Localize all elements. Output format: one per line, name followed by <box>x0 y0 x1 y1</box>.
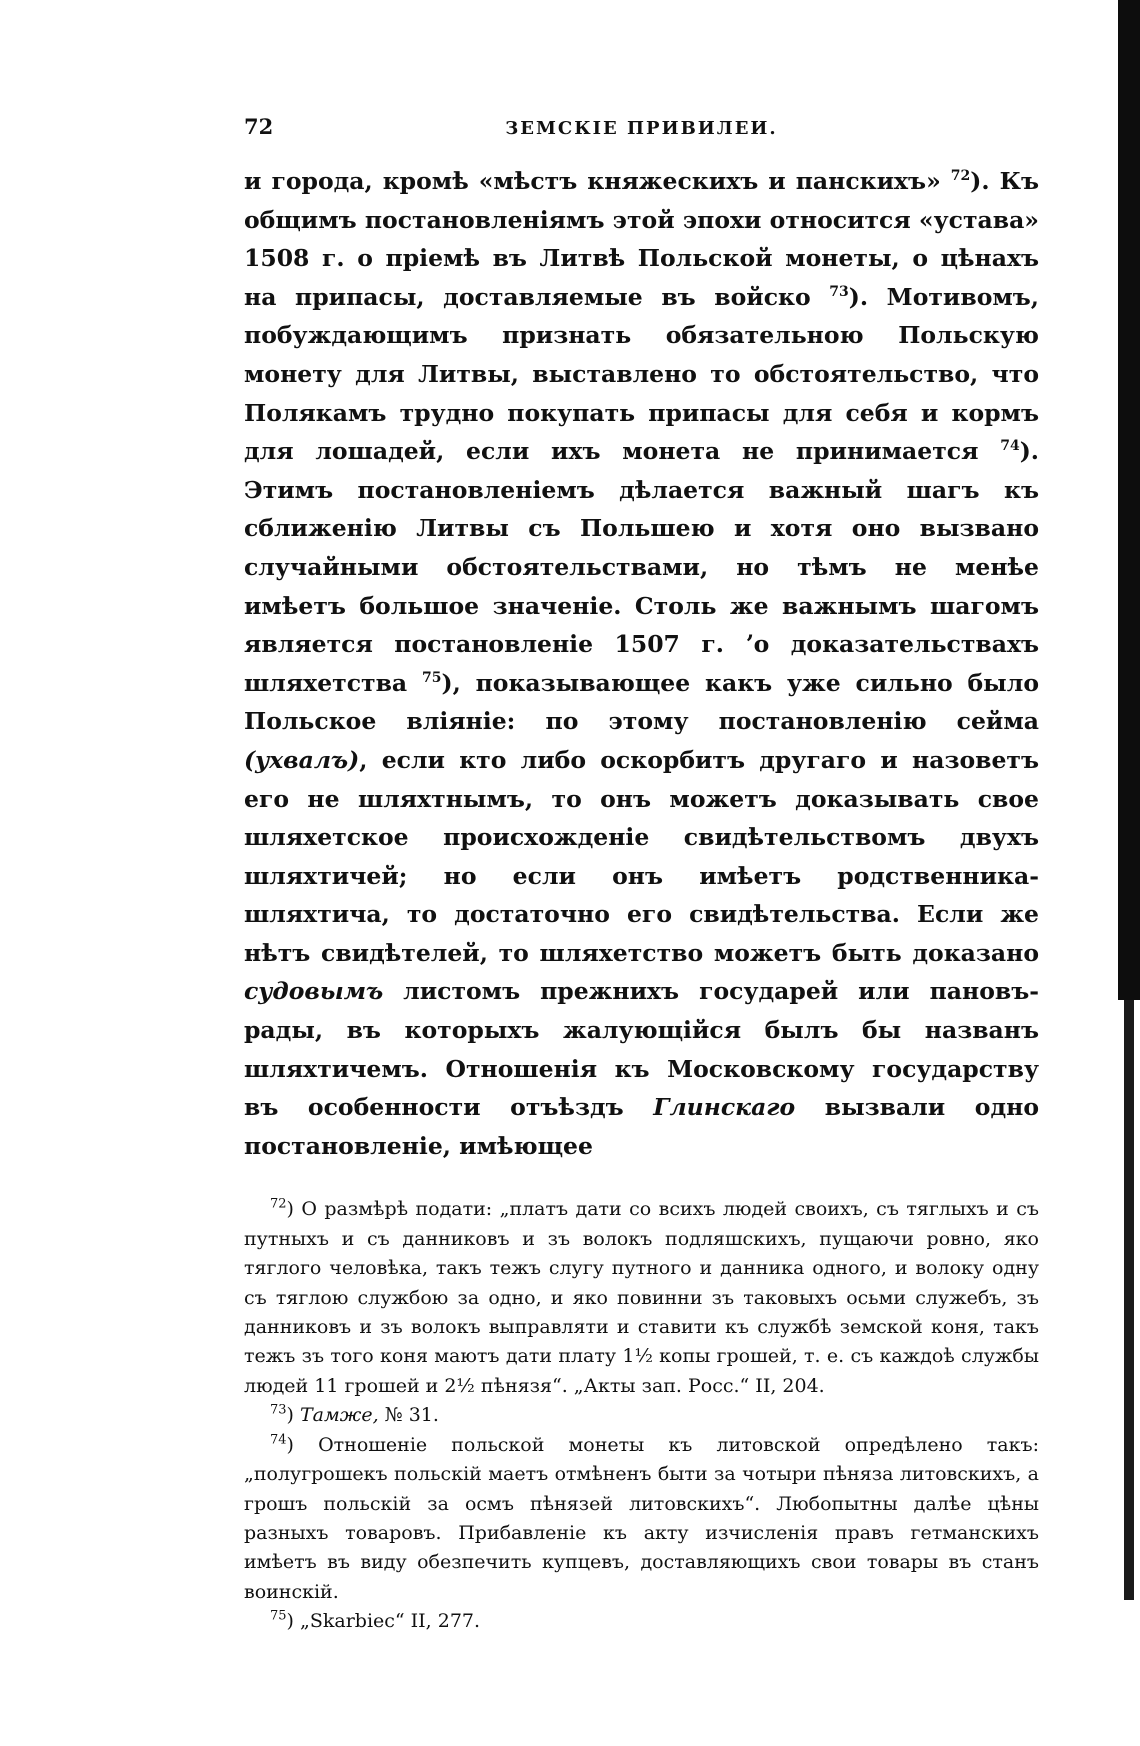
footnote-number: 73 <box>270 1402 287 1418</box>
scan-page-edge-lower <box>1124 1000 1134 1600</box>
text-segment: ), показывающее какъ уже сильно было Польское вліяніе: по этому постановленію сейма <box>244 668 1039 736</box>
main-paragraph <box>244 162 1039 1165</box>
footnote-75 <box>244 1607 1039 1636</box>
footnote-number: 72 <box>270 1197 287 1213</box>
text-segment: листомъ прежнихъ государей или пановъ-рады, въ которыхъ жалующійся былъ бы названъ шляхтичемъ. Отношенія къ Московскому государству въ особенности отъѣздъ <box>244 977 1039 1122</box>
scan-page-edge <box>1118 0 1140 1000</box>
footnote-number: 75 <box>270 1608 287 1624</box>
footnote-text: ) „Skarbiec“ II, 277. <box>286 1610 481 1633</box>
italic-term: (ухвалъ) <box>244 745 360 774</box>
footnote-ref-72: 72 <box>950 168 971 185</box>
footnotes <box>244 1195 1039 1636</box>
book-page <box>244 110 1039 1637</box>
footnote-ref-75: 75 <box>421 669 442 686</box>
footnote-text: ) <box>286 1404 300 1427</box>
italic-name: Глинскаго <box>653 1093 796 1122</box>
page-number: 72 <box>244 114 274 139</box>
footnote-text-after: № 31. <box>378 1404 439 1427</box>
running-head <box>244 110 1039 144</box>
footnote-ref-74: 74 <box>1000 438 1020 455</box>
footnote-72 <box>244 1195 1039 1401</box>
text-segment: и города, кромѣ «мѣстъ княжескихъ и панскихъ» <box>244 167 951 195</box>
text-segment: ). Этимъ постановленіемъ дѣлается важный шагъ къ сближенію Литвы съ Польшею и хотя оно вызвано случайными обстоятельствами, но тѣмъ не менѣе имѣетъ большое значеніе. Столь же важнымъ шагомъ является постановленіе 1507 г. ʼо доказательствахъ шляхетства <box>244 437 1039 697</box>
footnote-text: ) Отношеніе польской монеты къ литовской опредѣлено такъ: „полугрошекъ польскій маетъ отмѣненъ быти за чотыри пѣняза литовскихъ, а грошъ польскій за осмъ пѣнязей литовскихъ“. Любопытны далѣе цѣны разныхъ товаровъ. Прибавленіе къ акту изчисленія правъ гетманскихъ имѣетъ въ виду обезпечить купцевъ, доставляющихъ свои товары въ станъ воинскій. <box>244 1433 1039 1603</box>
footnote-italic: Тамже, <box>300 1404 379 1427</box>
footnote-73 <box>244 1401 1039 1430</box>
main-text <box>244 162 1039 1165</box>
footnote-text: ) О размѣрѣ подати: „платъ дати со всихъ людей своихъ, съ тяглыхъ и съ путныхъ и съ данниковъ и зъ волокъ подляшскихъ, пущаючи ровно, яко тяглого человѣка, такъ тежъ слугу путного и данника одного, и волоку одну съ тяглою службою за одно, и яко повинни зъ таковыхъ осьми служебъ, зъ данниковъ и зъ волокъ выправляти и ставити къ службѣ земской коня, такъ тежъ зъ того коня маютъ дати плату 1½ копы грошей, т. е. съ каждоѣ службы людей 11 грошей и 2½ пѣнязя“. „Акты зап. Росс.“ II, 204. <box>244 1198 1039 1397</box>
footnote-ref-73: 73 <box>829 283 849 300</box>
running-title: ЗЕМСКІЕ ПРИВИЛЕИ. <box>505 118 778 139</box>
text-segment: вызвали одно постановленіе, имѣющее <box>244 1093 1040 1160</box>
footnote-number: 74 <box>270 1432 287 1448</box>
italic-term: судовымъ <box>244 977 384 1006</box>
text-segment: , если кто либо оскорбитъ другаго и назоветъ его не шляхтнымъ, то онъ можетъ доказывать свое шляхетское происхожденіе свидѣтельствомъ двухъ шляхтичей; но если онъ имѣетъ родственника-шляхтича, то достаточно его свидѣтельства. Если же нѣтъ свидѣтелей, то шляхетство можетъ быть доказано <box>244 745 1039 967</box>
text-segment: ). Мотивомъ, побуждающимъ признать обязательною Польскую монету для Литвы, выставлено то обстоятельство, что Полякамъ трудно покупать припасы для себя и кормъ для лошадей, если ихъ монета не принимается <box>244 282 1039 466</box>
footnote-74 <box>244 1431 1039 1607</box>
text-segment: ). Къ общимъ постановленіямъ этой эпохи относится «устава» 1508 г. о пріемѣ въ Литвѣ Польской монеты, о цѣнахъ на припасы, доставляемые въ войско <box>244 167 1039 311</box>
